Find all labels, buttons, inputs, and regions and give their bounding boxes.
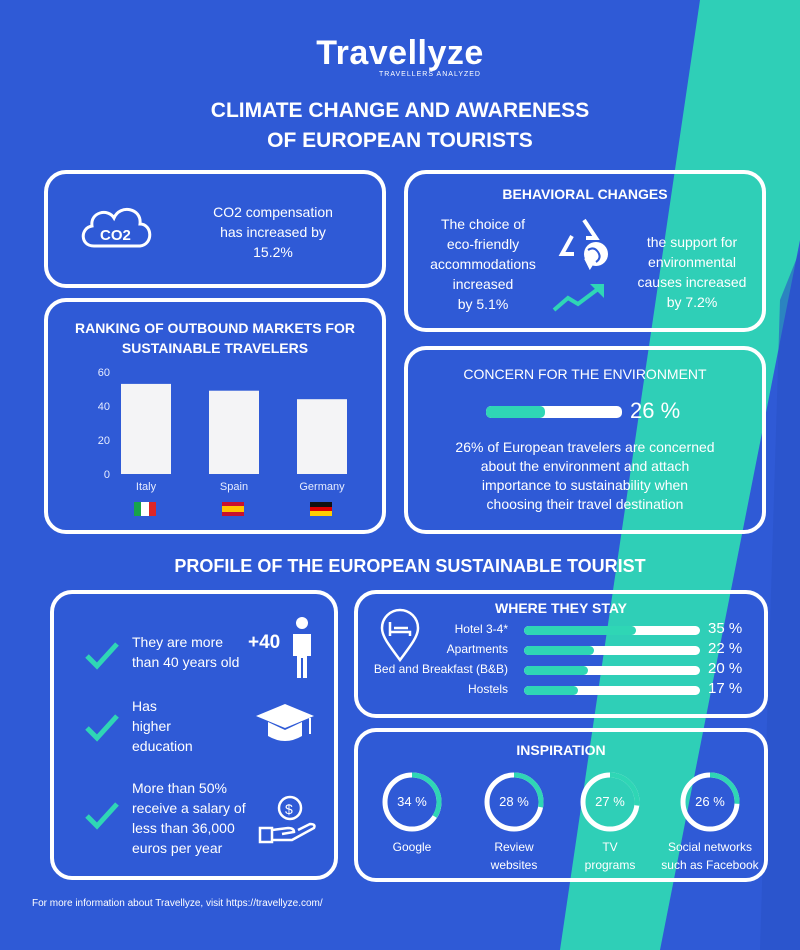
- brand-name: Travellyze: [316, 34, 484, 72]
- concern-progress-bar: [486, 406, 622, 418]
- salary-text: [132, 778, 246, 858]
- education-text-line-3: education: [132, 738, 193, 754]
- co2-text: [178, 202, 368, 262]
- behavioral-right-line-1: the support for: [646, 234, 738, 250]
- germany-flag-icon: [310, 502, 332, 516]
- brand-logo: [250, 34, 550, 78]
- salary-text-line-2: receive a salary of: [132, 800, 246, 816]
- education-text: [132, 696, 193, 756]
- behavioral-right-line-4: by 7.2%: [666, 294, 718, 310]
- co2-text-line-1: CO2 compensation: [213, 204, 333, 220]
- stay-item-percent: 17 %: [708, 680, 743, 697]
- concern-percent: 26 %: [630, 398, 681, 423]
- salary-text-line-3: less than 36,000: [132, 820, 235, 836]
- stay-item-bar-fill: [524, 666, 588, 675]
- ranking-bar-chart: [48, 302, 382, 530]
- stay-item-bar-fill: [524, 686, 578, 695]
- page-title: [150, 96, 650, 156]
- behavioral-left-line-3: accommodations: [430, 256, 536, 272]
- concern-card: [404, 346, 766, 534]
- stay-item-label: Apartments: [446, 642, 508, 656]
- stay-card: [354, 590, 768, 718]
- stay-list: [358, 594, 764, 714]
- stay-item-label: Bed and Breakfast (B&B): [373, 662, 508, 676]
- y-tick-label-0: 0: [103, 469, 110, 481]
- salary-text-line-4: euros per year: [132, 840, 223, 856]
- inspiration-label-line-1: TV: [602, 840, 618, 854]
- age-text-line-1: They are more: [132, 634, 224, 650]
- inspiration-label: [650, 838, 770, 874]
- concern-text-line-1: 26% of European travelers are concerned: [455, 439, 715, 455]
- education-text-line-2: higher: [132, 718, 171, 734]
- behavioral-heading: BEHAVIORAL CHANGES: [502, 186, 668, 202]
- age-badge: +40: [248, 632, 281, 653]
- y-tick-label-2: 40: [97, 401, 110, 413]
- inspiration-label-line-1: Google: [392, 840, 432, 854]
- concern-text-line-2: about the environment and attach: [480, 458, 690, 474]
- stay-item-percent: 35 %: [708, 620, 743, 637]
- concern-heading: CONCERN FOR THE ENVIRONMENT: [463, 366, 707, 382]
- inspiration-label-line-2: programs: [584, 858, 636, 872]
- x-tick-label-spain: Spain: [219, 481, 249, 493]
- footer-text: For more information about Travellyze, visit https://travellyze.com/: [32, 898, 323, 909]
- check-icon: [84, 800, 120, 830]
- concern-progress-fill: [486, 406, 545, 418]
- inspiration-percent: 27 %: [595, 794, 625, 809]
- stay-item-label: Hotel 3-4*: [454, 622, 508, 636]
- ranking-card: [44, 298, 386, 534]
- behavioral-left-line-5: by 5.1%: [457, 296, 509, 312]
- inspiration-percent: 26 %: [695, 794, 725, 809]
- inspiration-percent: 34 %: [397, 794, 427, 809]
- stay-item-bar: [524, 646, 700, 655]
- italy-flag-icon: [134, 502, 156, 516]
- age-text: [132, 632, 239, 672]
- inspiration-label-line-2: such as Facebook: [661, 858, 759, 872]
- profile-card: [50, 590, 338, 880]
- stay-item-bar: [524, 626, 700, 635]
- co2-card: [44, 170, 386, 288]
- co2-text-line-2: has increased by: [220, 224, 326, 240]
- y-tick-label-3: 60: [97, 367, 110, 379]
- person-icon: [290, 616, 314, 680]
- inspiration-label-line-1: Social networks: [667, 840, 753, 854]
- stay-item-bar-fill: [524, 626, 636, 635]
- stay-item-bar: [524, 686, 700, 695]
- inspiration-label-line-1: Review: [494, 840, 534, 854]
- salary-text-line-1: More than 50%: [132, 780, 227, 796]
- inspiration-label-line-2: websites: [490, 858, 538, 872]
- stay-heading: WHERE THEY STAY: [495, 600, 627, 616]
- trend-up-icon: [550, 280, 610, 314]
- y-tick-label-1: 20: [97, 435, 110, 447]
- stay-item-percent: 22 %: [708, 640, 743, 657]
- inspiration-card: [354, 728, 768, 882]
- concern-text-line-3: importance to sustainability when: [481, 477, 689, 493]
- behavioral-right-line-3: causes increased: [637, 274, 747, 290]
- title-line-1: CLIMATE CHANGE AND AWARENESS: [210, 99, 590, 122]
- check-icon: [84, 712, 120, 742]
- stay-item-bar: [524, 666, 700, 675]
- behavioral-card: [404, 170, 766, 332]
- profile-heading: PROFILE OF THE EUROPEAN SUSTAINABLE TOURIST: [174, 556, 646, 576]
- behavioral-right-text: [622, 232, 762, 312]
- bar-spain: [209, 391, 259, 474]
- spain-flag-icon: [222, 502, 244, 516]
- stay-item-label: Hostels: [467, 682, 508, 696]
- svg-text:$: $: [285, 801, 293, 817]
- inspiration-percent: 28 %: [499, 794, 529, 809]
- bar-italy: [121, 384, 171, 474]
- behavioral-right-line-2: environmental: [648, 254, 736, 270]
- co2-text-line-3: 15.2%: [253, 244, 293, 260]
- x-tick-label-italy: Italy: [135, 481, 157, 493]
- inspiration-heading: INSPIRATION: [516, 742, 606, 758]
- behavioral-left-line-4: increased: [452, 276, 514, 292]
- education-text-line-1: Has: [132, 698, 157, 714]
- stay-item-percent: 20 %: [708, 660, 743, 677]
- stay-item-bar-fill: [524, 646, 594, 655]
- concern-text-line-4: choosing their travel destination: [486, 496, 684, 512]
- ranking-heading-line-1: RANKING OF OUTBOUND MARKETS FOR: [75, 320, 355, 336]
- bar-germany: [297, 399, 347, 474]
- age-text-line-2: than 40 years old: [132, 654, 240, 670]
- brand-tagline: TRAVELLERS ANALYZED: [379, 71, 481, 78]
- behavioral-left-text: [418, 214, 548, 314]
- co2-cloud-icon: [76, 198, 156, 258]
- behavioral-left-line-1: The choice of: [440, 216, 526, 232]
- recycle-globe-icon: [556, 214, 612, 270]
- title-line-2: OF EUROPEAN TOURISTS: [267, 129, 533, 152]
- concern-text: [408, 438, 762, 514]
- graduation-cap-icon: [254, 702, 316, 746]
- x-tick-label-germany: Germany: [299, 481, 345, 493]
- check-icon: [84, 640, 120, 670]
- behavioral-left-line-2: eco-friendly: [446, 236, 520, 252]
- ranking-heading-line-2: SUSTAINABLE TRAVELERS: [121, 340, 309, 356]
- salary-hand-coin-icon: [258, 794, 318, 844]
- inspiration-list: [358, 732, 764, 878]
- co2-icon-label: CO2: [100, 227, 131, 244]
